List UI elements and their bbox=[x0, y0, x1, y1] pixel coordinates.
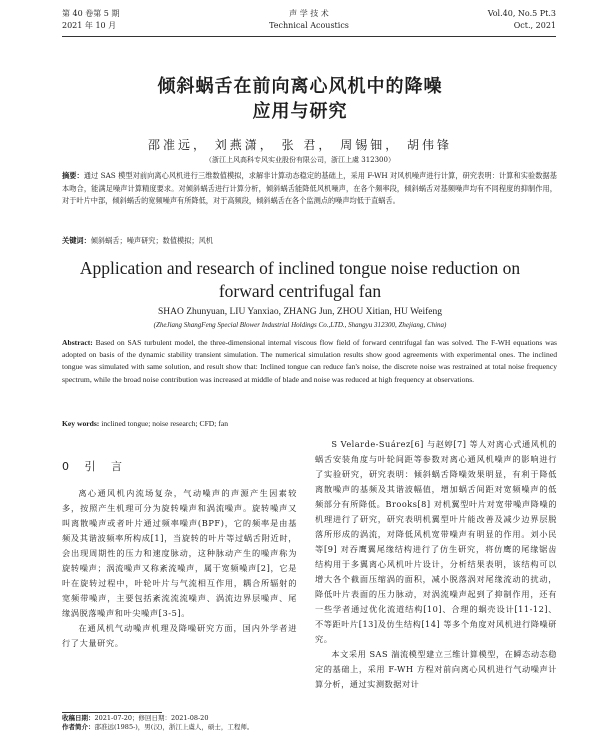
received-label: 收稿日期： bbox=[62, 714, 95, 722]
section-heading bbox=[62, 458, 128, 474]
section-title: 引 言 bbox=[84, 460, 128, 473]
en-title-line2: forward centrifugal fan bbox=[218, 281, 382, 301]
en-title bbox=[0, 257, 600, 303]
en-authors: SHAO Zhunyuan, LIU Yanxiao, ZHANG Jun, ZHOU Xitian, HU Weifeng bbox=[157, 307, 443, 317]
zh-authors: 邵准远， 刘燕潇， 张 君， 周锡钿， 胡伟锋 bbox=[147, 138, 453, 152]
body-paragraph: S Velarde-Suárez[6] 与赵婷[7] 等人对离心式通风机的蜗舌安装角度与叶轮间距等参数对离心通风机噪声的影响进行了实验研究，研究表明：倾斜蜗舌降噪效果明显，有利于降低离散噪声的基频及其谐波幅值，增加蜗舌间距对宽频噪声的低频部分有所降低。Brooks[8] 对机翼型叶片对宽带噪声降噪的机理进行了研究，研究表明机翼型叶片能改善及减少边界层脱落所形成的涡流，对降低风机宽带噪声有明显的作用。刘小民等[9] 对吞鹰翼尾缘结构进行了仿生研究，将仿鹰的尾缘锯齿结构用于多翼离心风机叶片设计，分析结果表明，该结构可以增大各个截面压缩涡的面积，减小脱落涡对尾缘流动的扰动，降低叶片表面的压力脉动，对涡流噪声起到了抑制作用，还有一些学者通过优化流道结构[10]、合理的蜗壳设计[11-12]、不等距叶片[13]及仿生结构[14] 等多个角度对风机进行降噪研究。 bbox=[315, 439, 557, 644]
date-zh: 2021 年 10 月 bbox=[62, 21, 117, 30]
zh-keywords-label: 关键词： bbox=[62, 236, 91, 245]
volume-zh: 第 40 卷第 5 期 bbox=[62, 9, 120, 18]
journal-en: Technical Acoustics bbox=[269, 21, 349, 30]
author-label: 作者简介： bbox=[62, 723, 95, 731]
zh-title bbox=[0, 74, 600, 124]
footnote-rule bbox=[62, 712, 162, 713]
en-title-line1: Application and research of inclined tongue noise reduction on bbox=[79, 258, 521, 278]
body-paragraph: 在通风机气动噪声机理及降噪研究方面，国内外学者进行了大量研究。 bbox=[62, 623, 297, 648]
author-text: 邵准远(1985-)，男(汉)，浙江上虞人，硕士，工程师。 bbox=[94, 723, 254, 731]
volume-en: Vol.40, No.5 Pt.3 bbox=[487, 9, 556, 18]
en-keywords-text: inclined tongue; noise research; CFD; fan bbox=[101, 419, 228, 428]
running-header bbox=[62, 8, 556, 36]
en-keywords bbox=[62, 418, 557, 430]
en-keywords-label: Key words: bbox=[62, 419, 100, 428]
body-left-column bbox=[62, 486, 297, 651]
body-paragraph: 本文采用 SAS 湍流模型建立三维计算模型，在瞬态动态稳定的基础上，采用 F-WH 方程对前向离心风机进行气动噪声计算分析，通过实测数据对计 bbox=[315, 649, 557, 689]
zh-keywords bbox=[62, 235, 557, 247]
body-paragraph: 离心通风机内流场复杂，气动噪声的声源产生因素较多，按照产生机理可分为旋转噪声和涡流噪声。旋转噪声又叫离散噪声或者叶片通过频率噪声(BPF)，它的频率是由基频及其谐波频率所构成[1]，当旋转的叶片等过蜗舌附近时，会出现周期性的压力和速度脉动，这种脉动产生的噪声称为旋转噪声；涡流噪声又称紊流噪声，属于宽频噪声[2]，它是叶在旋转过程中，叶轮叶片与气流相互作用，耦合所辐射的宽频带噪声，主要包括紊流流流噪声、涡流边界层噪声、尾缘涡脱落噪声和叶尖噪声[3-5]。 bbox=[62, 488, 297, 618]
journal-zh: 声 学 技 术 bbox=[289, 9, 329, 18]
zh-title-line1: 倾斜蜗舌在前向离心风机中的降噪 bbox=[157, 76, 443, 97]
en-affiliation: (ZheJiang ShangFeng Special Blower Industrial Holdings Co.,LTD., Shangyu 312300, Zhejiang, China) bbox=[153, 321, 447, 329]
header-right bbox=[488, 8, 556, 32]
body-right-column bbox=[315, 437, 557, 692]
received-text: 2021-07-20；修回日期：2021-08-20 bbox=[94, 714, 209, 722]
zh-abstract-text: 通过 SAS 模型对前向离心风机进行三维数值模拟，求解非计算动态稳定的基础上，采用 F-WH 对风机噪声进行计算，研究表明：计算和实验数据基本吻合，能满足噪声计算精度要求。对倾斜蜗舌进行计算分析，倾斜蜗舌能降低风机噪声，在各个频率段，倾斜蜗舌对基频噪声均有不同程度的抑制作用，对于叶片中部，倾斜蜗舌的宽频噪声有所降低，对于高频段，倾斜蜗舌在各个监测点的噪声均低于直蜗舌。 bbox=[62, 171, 557, 206]
zh-abstract-label: 摘要： bbox=[62, 171, 84, 180]
footnote-received bbox=[62, 714, 302, 723]
en-abstract-text: Based on SAS turbulent model, the three-dimensional internal viscous flow field of forward centrifugal fan was solved. The F-WH equations was adopted on basis of the dynamic stability transient simulation. The numerical simulation results show good agreements with experimental ones. The inclined tongue was simulated with same solution, and result show that: Inclined tongue can reduce fan's noise, the discrete noise was restrained at total noise frequency spectrum, while the broad noise contribution was increased at middle of blade and noise was reduced at high frequency at observations. bbox=[62, 338, 557, 384]
date-en: Oct., 2021 bbox=[513, 21, 556, 30]
section-number: 0 bbox=[62, 460, 75, 473]
header-center bbox=[62, 8, 556, 32]
zh-affiliation: （浙江上风高科专风实业股份有限公司，浙江上虞 312300） bbox=[205, 156, 395, 164]
zh-title-line2: 应用与研究 bbox=[252, 101, 348, 122]
en-abstract-label: Abstract: bbox=[62, 338, 93, 347]
zh-abstract bbox=[62, 170, 557, 208]
zh-keywords-text: 倾斜蜗舌；噪声研究；数值模拟；风机 bbox=[90, 236, 213, 245]
footnote-author bbox=[62, 723, 302, 732]
header-rule bbox=[62, 36, 556, 37]
en-abstract bbox=[62, 337, 557, 386]
footnote bbox=[62, 714, 302, 732]
